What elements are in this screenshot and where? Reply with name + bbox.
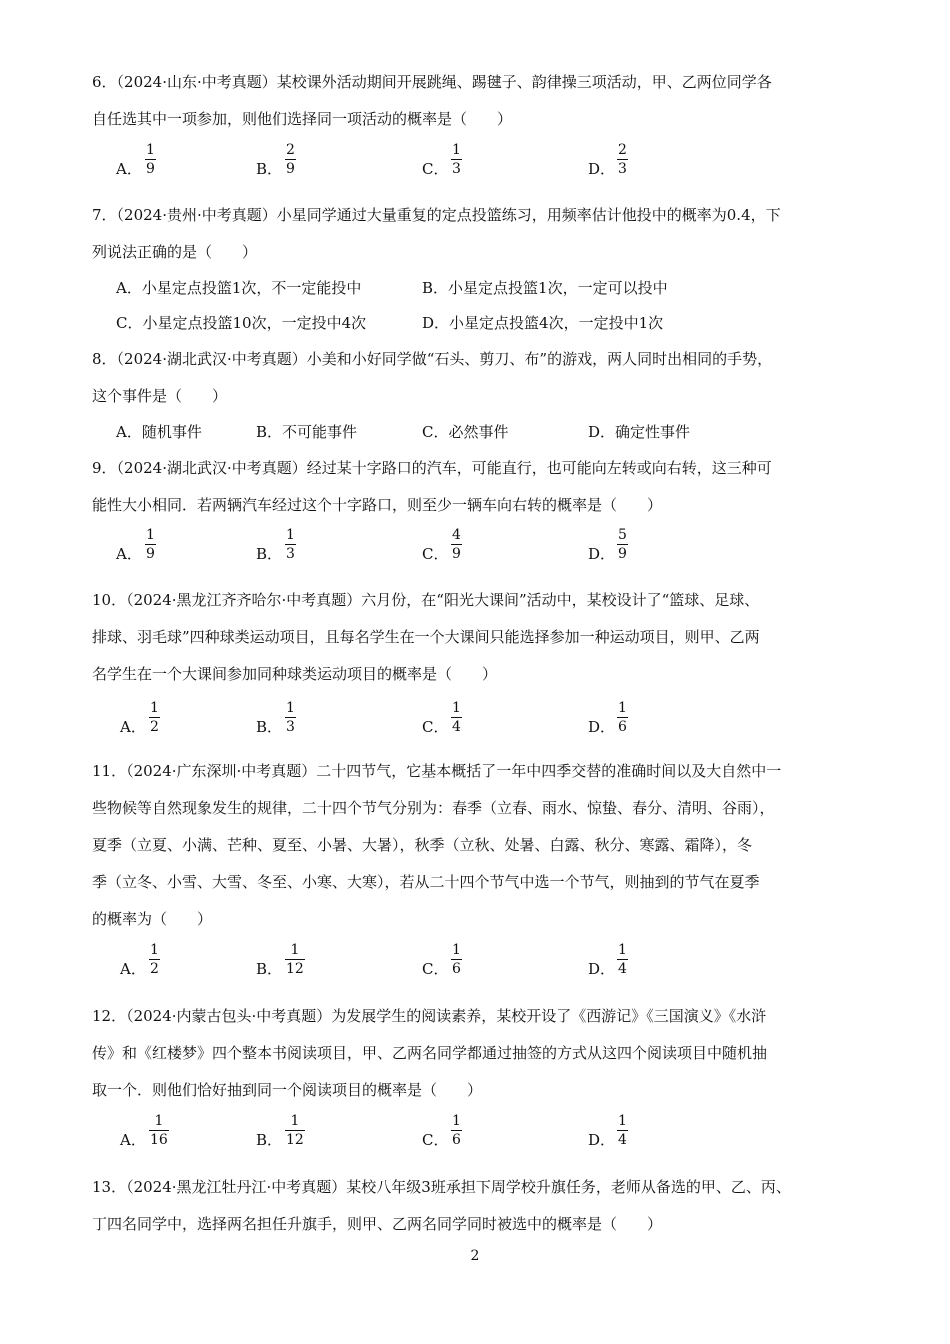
q11-line-3: 夏季（立夏、小满、芒种、夏至、小暑、大暑），秋季（立秋、处暑、白露、秋分、寒露、霜降），冬 [92,836,753,854]
q9-option-c-label: C． [422,545,449,563]
q9-option-d-label: D． [588,545,616,563]
q10-option-b-fraction: 1 3 [286,700,295,735]
q8-line-1: 8．（2024·湖北武汉·中考真题）小美和小好同学做“石头、剪刀、布”的游戏，两人同时出相同的手势， [92,350,773,368]
q6-option-a-fraction: 1 9 [146,142,155,177]
q11-option-b-fraction: 1 12 [286,942,304,977]
q6-options [0,142,950,192]
q12-option-c-fraction: 1 6 [452,1113,461,1148]
q10-line-2: 排球、羽毛球”四种球类运动项目，且每名学生在一个大课间只能选择参加一种运动项目，则甲、乙两 [92,628,760,646]
q10-option-d-label: D． [588,718,616,736]
q12-option-a-label: A． [120,1131,146,1149]
q6-option-a-label: A． [116,160,142,178]
q10-option-c-fraction: 1 4 [452,700,461,735]
q11-options [0,942,950,992]
q12-option-b-label: B． [256,1131,283,1149]
q11-option-d-label: D． [588,960,616,978]
q7-option-c: C．小星定点投篮10次，一定投中4次 [116,314,367,332]
q9-option-a-label: A． [116,545,142,563]
q7-line-1: 7．（2024·贵州·中考真题）小星同学通过大量重复的定点投篮练习，用频率估计他投中的概率为0.4，下 [92,206,781,224]
q12-option-b-fraction: 1 12 [286,1113,304,1148]
q7-option-d: D．小星定点投篮4次，一定投中1次 [422,314,664,332]
q10-line-3: 名学生在一个大课间参加同种球类运动项目的概率是（ ） [92,665,498,683]
q9-options [0,527,950,577]
q7-option-a: A．小星定点投篮1次，不一定能投中 [116,279,362,297]
q6-option-c-fraction: 1 3 [452,142,461,177]
q6-option-c-label: C． [422,160,449,178]
q8-option-c: C．必然事件 [422,423,509,441]
q10-option-b-label: B． [256,718,283,736]
q13-line-1: 13．（2024·黑龙江牡丹江·中考真题）某校八年级3班承担下周学校升旗任务，老师从备选的甲、乙、丙、 [92,1178,791,1196]
q9-line-1: 9．（2024·湖北武汉·中考真题）经过某十字路口的汽车，可能直行，也可能向左转或向右转，这三种可 [92,459,772,477]
q8-line-2: 这个事件是（ ） [92,387,228,405]
q13-line-2: 丁四名同学中，选择两名担任升旗手，则甲、乙两名同学同时被选中的概率是（ ） [92,1215,663,1233]
q9-line-2: 能性大小相同．若两辆汽车经过这个十字路口，则至少一辆车向右转的概率是（ ） [92,496,663,514]
q10-option-d-fraction: 1 6 [618,700,627,735]
q6-option-d-fraction: 2 3 [618,142,627,177]
q11-line-2: 些物候等自然现象发生的规律，二十四个节气分别为：春季（立春、雨水、惊蛰、春分、清明、谷雨）， [92,799,775,817]
q12-line-3: 取一个．则他们恰好抽到同一个阅读项目的概率是（ ） [92,1081,483,1099]
q12-line-2: 传》和《红楼梦》四个整本书阅读项目，甲、乙两名同学都通过抽签的方式从这四个阅读项目中随机抽 [92,1044,768,1062]
q10-line-1: 10．（2024·黑龙江齐齐哈尔·中考真题）六月份，在“阳光大课间”活动中，某校设计了“篮球、足球、 [92,591,760,609]
q9-option-b-label: B． [256,545,283,563]
q9-option-b-fraction: 1 3 [286,527,295,562]
q12-option-d-fraction: 1 4 [618,1113,627,1148]
q9-option-d-fraction: 5 9 [618,527,627,562]
q6-option-d-label: D． [588,160,616,178]
q11-option-c-fraction: 1 6 [452,942,461,977]
q8-option-a: A．随机事件 [116,423,202,441]
q6-line-2: 自任选其中一项参加，则他们选择同一项活动的概率是（ ） [92,110,513,128]
q11-option-c-label: C． [422,960,449,978]
q11-line-4: 季（立冬、小雪、大雪、冬至、小寒、大寒），若从二十四个节气中选一个节气，则抽到的节气在夏季 [92,873,760,891]
q11-line-5: 的概率为（ ） [92,910,213,928]
q9-option-a-fraction: 1 9 [146,527,155,562]
q11-line-1: 11．（2024·广东深圳·中考真题）二十四节气，它基本概括了一年中四季交替的准确时间以及大自然中一 [92,762,782,780]
q11-option-a-label: A． [120,960,146,978]
q11-option-a-fraction: 1 2 [150,942,159,977]
q12-option-a-fraction: 1 16 [150,1113,168,1148]
q10-options [0,700,950,750]
q6-line-1: 6．（2024·山东·中考真题）某校课外活动期间开展跳绳、踢毽子、韵律操三项活动，甲、乙两位同学各 [92,73,772,91]
q12-option-c-label: C． [422,1131,449,1149]
q10-option-a-fraction: 1 2 [150,700,159,735]
q11-option-b-label: B． [256,960,283,978]
q6-option-b-fraction: 2 9 [286,142,295,177]
q11-option-d-fraction: 1 4 [618,942,627,977]
q7-line-2: 列说法正确的是（ ） [92,243,258,261]
q9-option-c-fraction: 4 9 [452,527,461,562]
q12-options [0,1113,950,1163]
q10-option-a-label: A． [120,718,146,736]
q8-option-b: B．不可能事件 [256,423,358,441]
q6-option-b-label: B． [256,160,283,178]
q12-line-1: 12．（2024·内蒙古包头·中考真题）为发展学生的阅读素养，某校开设了《西游记》《三国演义》《水浒 [92,1007,767,1025]
q10-option-c-label: C． [422,718,449,736]
q7-option-b: B．小星定点投篮1次，一定可以投中 [422,279,668,297]
q8-option-d: D．确定性事件 [588,423,691,441]
page-number: 2 [470,1248,480,1264]
q12-option-d-label: D． [588,1131,616,1149]
